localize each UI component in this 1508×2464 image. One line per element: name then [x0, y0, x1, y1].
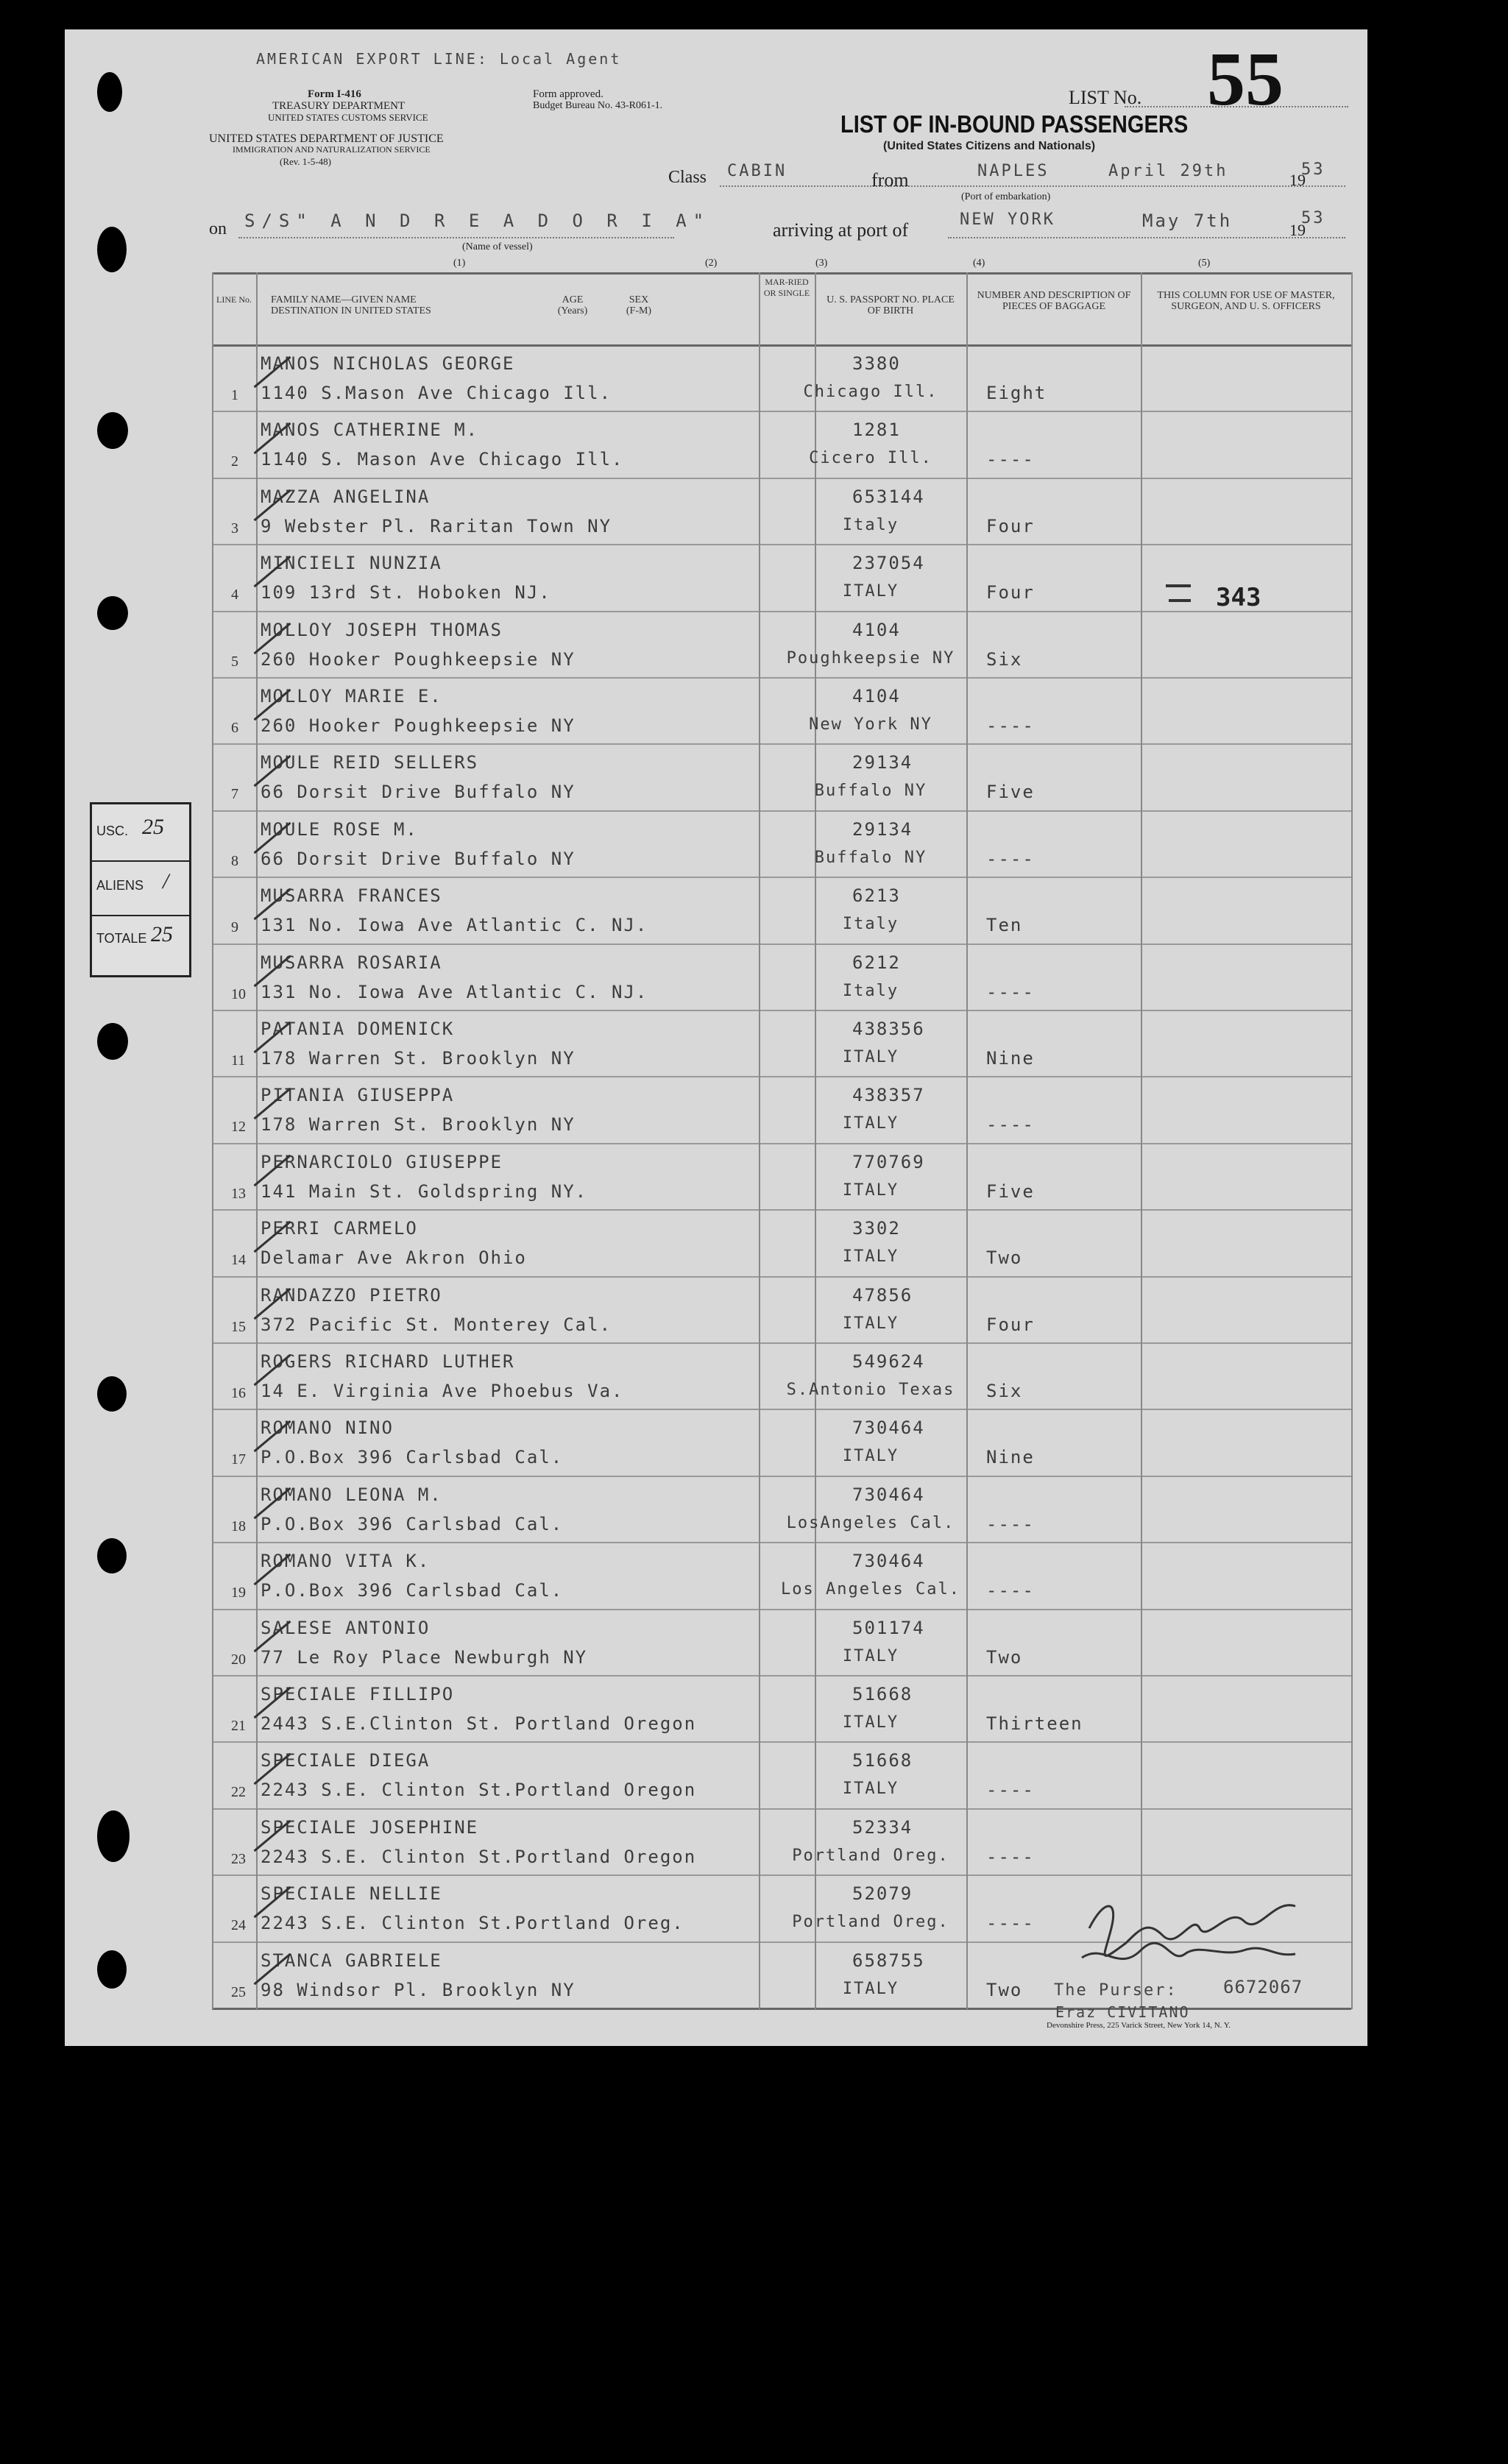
line-number: 2	[231, 453, 238, 470]
arrival-year-prefix: 19	[1289, 221, 1306, 239]
officer-annotation-343: 343	[1216, 583, 1261, 612]
baggage-count: Two	[986, 1247, 1023, 1269]
col-ref-4: (4)	[973, 258, 985, 269]
passenger-name: RANDAZZO PIETRO	[261, 1284, 442, 1306]
line-number: 18	[231, 1518, 246, 1534]
row-divider	[212, 1542, 1351, 1543]
line-number: 3	[231, 520, 238, 537]
baggage-count: ----	[986, 1114, 1035, 1136]
line-number: 5	[231, 653, 238, 670]
row-divider	[212, 810, 1351, 812]
place-of-birth: Portland Oreg.	[792, 1913, 949, 1932]
passenger-name: PITANIA GIUSEPPA	[261, 1085, 455, 1106]
col-ref-1: (1)	[453, 258, 466, 269]
passenger-name: MUSARRA FRANCES	[261, 885, 442, 907]
row-divider	[212, 1342, 1351, 1344]
line-number: 9	[231, 919, 238, 936]
passenger-name: SPECIALE FILLIPO	[261, 1684, 455, 1704]
header-passport: U. S. PASSPORT NO. PLACE OF BIRTH	[826, 294, 955, 316]
baggage-count: Five	[986, 1180, 1035, 1202]
passenger-name: SPECIALE NELLIE	[261, 1883, 442, 1905]
baggage-count: Two	[986, 1979, 1023, 2000]
place-of-birth: Buffalo NY	[814, 848, 927, 867]
departure-date: April 29th	[1108, 162, 1228, 180]
printer-credit: Devonshire Press, 225 Varick Street, New York 14, N. Y.	[1047, 2021, 1231, 2030]
place-of-birth: Cicero Ill.	[809, 449, 932, 468]
passenger-address: 2243 S.E. Clinton St.Portland Oregon	[261, 1846, 697, 1867]
line-number: 1	[231, 387, 238, 403]
departure-year-prefix: 19	[1289, 171, 1306, 189]
row-divider	[212, 1010, 1351, 1011]
passenger-name: ROMANO NINO	[261, 1417, 394, 1439]
passenger-address: 260 Hooker Poughkeepsie NY	[261, 648, 576, 670]
page-title: LIST OF IN-BOUND PASSENGERS	[840, 110, 1189, 138]
on-label: on	[209, 219, 227, 238]
baggage-count: Five	[986, 782, 1035, 803]
passport-number: 1281	[852, 419, 901, 441]
row-divider	[212, 743, 1351, 745]
passenger-address: 2443 S.E.Clinton St. Portland Oregon	[261, 1713, 697, 1734]
arriving-label: arriving at port of	[773, 219, 909, 241]
passenger-name: STANCA GABRIELE	[261, 1950, 442, 1971]
line-number: 10	[231, 985, 246, 1002]
binder-hole	[97, 1810, 130, 1862]
header-officers: THIS COLUMN FOR USE OF MASTER, SURGEON, AND U. S. OFFICERS	[1157, 290, 1335, 312]
place-of-birth: Italy	[842, 981, 899, 1000]
header-sex: SEX (F-M)	[626, 294, 652, 316]
agent-line: AMERICAN EXPORT LINE: Local Agent	[256, 50, 622, 68]
list-no-label: LIST No.	[1069, 87, 1142, 108]
place-of-birth: ITALY	[842, 1180, 899, 1200]
place-of-birth: New York NY	[809, 715, 932, 734]
passport-number: 549624	[852, 1351, 925, 1372]
binder-hole	[97, 72, 122, 112]
passenger-name: MOLLOY JOSEPH THOMAS	[261, 619, 503, 640]
purser-name: Eraz CIVITANO	[1055, 2003, 1190, 2021]
from-value: NAPLES	[977, 162, 1049, 180]
purser-signature	[1075, 1884, 1325, 1980]
place-of-birth: Buffalo NY	[814, 782, 927, 801]
manifest-sheet	[65, 29, 1367, 2046]
line-number: 6	[231, 720, 238, 736]
departure-year: 53	[1301, 160, 1325, 179]
row-divider	[212, 1874, 1351, 1876]
passport-number: 29134	[852, 818, 913, 840]
passenger-address: 66 Dorsit Drive Buffalo NY	[261, 782, 576, 803]
baggage-count: Thirteen	[986, 1713, 1083, 1734]
place-of-birth: S.Antonio Texas	[786, 1381, 955, 1399]
passenger-address: 260 Hooker Poughkeepsie NY	[261, 715, 576, 736]
line-number: 21	[231, 1718, 246, 1734]
place-of-birth: ITALY	[842, 1247, 899, 1267]
row-divider	[212, 1808, 1351, 1810]
stamp-total-label: TOTALE	[96, 931, 147, 946]
form-number: Form I-416	[308, 88, 361, 100]
place-of-birth: ITALY	[842, 1979, 899, 1998]
line-number: 23	[231, 1850, 246, 1867]
passenger-address: 1140 S. Mason Ave Chicago Ill.	[261, 449, 624, 470]
passport-number: 653144	[852, 486, 925, 507]
baggage-count: ----	[986, 1780, 1035, 1801]
baggage-count: Eight	[986, 383, 1047, 403]
passenger-name: ROMANO LEONA M.	[261, 1484, 442, 1505]
passenger-name: ROMANO VITA K.	[261, 1551, 431, 1572]
line-number: 14	[231, 1252, 246, 1269]
binder-hole	[97, 1538, 127, 1573]
passenger-address: P.O.Box 396 Carlsbad Cal.	[261, 1580, 564, 1601]
place-of-birth: ITALY	[842, 1314, 899, 1333]
baggage-count: Ten	[986, 915, 1023, 936]
baggage-count: Four	[986, 582, 1035, 603]
form-approved: Form approved.	[533, 88, 603, 100]
passenger-name: MAZZA ANGELINA	[261, 486, 431, 507]
passenger-address: 9 Webster Pl. Raritan Town NY	[261, 515, 612, 537]
line-number: 4	[231, 587, 238, 603]
passenger-table	[212, 272, 1351, 2009]
place-of-birth: ITALY	[842, 1646, 899, 1665]
passenger-address: 98 Windsor Pl. Brooklyn NY	[261, 1979, 576, 2000]
header-married: MAR-RIED OR SINGLE	[763, 277, 810, 298]
passenger-address: 1140 S.Mason Ave Chicago Ill.	[261, 383, 612, 403]
passenger-name: MOULE ROSE M.	[261, 818, 418, 840]
line-number: 22	[231, 1784, 246, 1801]
revision: (Rev. 1-5-48)	[280, 156, 331, 167]
passenger-address: 14 E. Virginia Ave Phoebus Va.	[261, 1381, 624, 1401]
passport-number: 770769	[852, 1151, 925, 1172]
passenger-name: SALESE ANTONIO	[261, 1617, 431, 1638]
place-of-birth: Italy	[842, 515, 899, 534]
passenger-name: SPECIALE DIEGA	[261, 1750, 431, 1771]
baggage-count: Six	[986, 1381, 1023, 1401]
passport-number: 730464	[852, 1551, 925, 1572]
passenger-name: SPECIALE JOSEPHINE	[261, 1816, 479, 1838]
binder-hole	[97, 596, 128, 630]
baggage-count: Nine	[986, 1048, 1035, 1069]
row-divider	[212, 677, 1351, 679]
passenger-address: 2243 S.E. Clinton St.Portland Oregon	[261, 1780, 697, 1801]
place-of-birth: Los Angeles Cal.	[781, 1580, 960, 1599]
header-line-no: LINE No.	[216, 294, 252, 305]
passenger-address: 178 Warren St. Brooklyn NY	[261, 1048, 576, 1069]
list-number: 55	[1207, 37, 1284, 121]
place-of-birth: ITALY	[842, 1447, 899, 1466]
line-number: 17	[231, 1451, 246, 1468]
passenger-address: 77 Le Roy Place Newburgh NY	[261, 1646, 588, 1668]
stamp-total-value: 25	[151, 922, 173, 946]
row-divider	[212, 1143, 1351, 1144]
baggage-count: ----	[986, 1913, 1035, 1934]
baggage-count: ----	[986, 449, 1035, 470]
binder-hole	[97, 1376, 127, 1412]
header-baggage: NUMBER AND DESCRIPTION OF PIECES OF BAGGAGE	[977, 290, 1131, 312]
passport-number: 237054	[852, 553, 925, 574]
line-number: 25	[231, 1983, 246, 2000]
place-of-birth: ITALY	[842, 1780, 899, 1799]
passenger-address: 372 Pacific St. Monterey Cal.	[261, 1314, 612, 1335]
passenger-name: MINCIELI NUNZIA	[261, 553, 442, 574]
line-number: 16	[231, 1385, 246, 1401]
baggage-count: ----	[986, 981, 1035, 1002]
purser-label: The Purser:	[1054, 1981, 1178, 2000]
passport-number: 438356	[852, 1019, 925, 1039]
passenger-address: 2243 S.E. Clinton St.Portland Oreg.	[261, 1913, 684, 1934]
baggage-count: Six	[986, 648, 1023, 670]
passenger-address: 141 Main St. Goldspring NY.	[261, 1180, 588, 1202]
budget-bureau: Budget Bureau No. 43-R061-1.	[533, 100, 663, 111]
line-number: 12	[231, 1119, 246, 1136]
passport-number: 730464	[852, 1484, 925, 1505]
line-number: 19	[231, 1585, 246, 1601]
signature-number: 6672067	[1223, 1977, 1303, 1997]
row-divider	[212, 1675, 1351, 1677]
line-number: 20	[231, 1651, 246, 1668]
treasury-department: TREASURY DEPARTMENT	[272, 100, 406, 112]
annotation-dashes	[1169, 599, 1191, 602]
passenger-name: MOULE REID SELLERS	[261, 752, 479, 773]
passport-number: 51668	[852, 1750, 913, 1771]
baggage-count: ----	[986, 715, 1035, 736]
baggage-count: ----	[986, 848, 1035, 869]
vessel-name: S/S" A N D R E A D O R I A"	[244, 210, 711, 231]
passenger-address: P.O.Box 396 Carlsbad Cal.	[261, 1513, 564, 1534]
passenger-address: 109 13rd St. Hoboken NJ.	[261, 582, 551, 603]
passenger-address: 66 Dorsit Drive Buffalo NY	[261, 848, 576, 869]
place-of-birth: Chicago Ill.	[803, 383, 938, 401]
passport-number: 51668	[852, 1684, 913, 1704]
passport-number: 52079	[852, 1883, 913, 1905]
stamp-usc-label: USC.	[96, 824, 129, 838]
header-age: AGE (Years)	[557, 294, 588, 316]
place-of-birth: ITALY	[842, 1048, 899, 1066]
passenger-name: PATANIA DOMENICK	[261, 1019, 455, 1039]
stamp-aliens-label: ALIENS	[96, 878, 144, 893]
passport-number: 29134	[852, 752, 913, 773]
baggage-count: ----	[986, 1580, 1035, 1601]
passenger-address: P.O.Box 396 Carlsbad Cal.	[261, 1447, 564, 1468]
passport-number: 3302	[852, 1218, 901, 1239]
stamp-usc-value: 25	[142, 815, 164, 839]
passport-number: 730464	[852, 1417, 925, 1439]
row-divider	[212, 1409, 1351, 1410]
justice-department: UNITED STATES DEPARTMENT OF JUSTICE	[209, 132, 444, 145]
annotation-dashes	[1166, 584, 1191, 587]
row-divider	[212, 544, 1351, 545]
citizen-count-stamp	[90, 802, 191, 977]
line-number: 7	[231, 786, 238, 803]
passenger-name: ROGERS RICHARD LUTHER	[261, 1351, 515, 1372]
passenger-name: MOLLOY MARIE E.	[261, 686, 442, 707]
line-number: 8	[231, 852, 238, 869]
row-divider	[212, 1076, 1351, 1077]
passport-number: 438357	[852, 1085, 925, 1106]
place-of-birth: ITALY	[842, 1114, 899, 1133]
passport-number: 4104	[852, 686, 901, 707]
arrival-port: NEW YORK	[960, 210, 1055, 229]
passport-number: 3380	[852, 353, 901, 374]
arrival-date: May 7th	[1142, 210, 1233, 231]
header-name: FAMILY NAME—GIVEN NAME DESTINATION IN UNITED STATES	[271, 294, 431, 316]
passenger-address: 131 No. Iowa Ave Atlantic C. NJ.	[261, 915, 648, 936]
row-divider	[212, 1741, 1351, 1743]
row-divider	[212, 944, 1351, 945]
binder-hole	[97, 1950, 127, 1989]
row-divider	[212, 411, 1351, 412]
line-number: 24	[231, 1917, 246, 1934]
place-of-birth: ITALY	[842, 582, 899, 601]
passenger-name: PERRI CARMELO	[261, 1218, 418, 1239]
arrival-year: 53	[1301, 209, 1325, 227]
place-of-birth: Portland Oreg.	[792, 1846, 949, 1865]
stamp-aliens-value: /	[163, 869, 169, 893]
col-ref-2: (2)	[705, 258, 718, 269]
line-number: 15	[231, 1318, 246, 1335]
baggage-count: Four	[986, 515, 1035, 537]
baggage-count: Nine	[986, 1447, 1035, 1468]
passport-number: 6213	[852, 885, 901, 907]
binder-hole	[97, 1023, 128, 1060]
passport-number: 52334	[852, 1816, 913, 1838]
passport-number: 6212	[852, 952, 901, 973]
page-subtitle: (United States Citizens and Nationals)	[883, 140, 1096, 152]
from-label: from	[871, 169, 909, 191]
customs-service: UNITED STATES CUSTOMS SERVICE	[268, 112, 428, 123]
passenger-name: MANOS NICHOLAS GEORGE	[261, 353, 515, 374]
binder-hole	[97, 227, 127, 272]
baggage-count: Two	[986, 1646, 1023, 1668]
passport-number: 47856	[852, 1284, 913, 1306]
passport-number: 658755	[852, 1950, 925, 1971]
passenger-address: Delamar Ave Akron Ohio	[261, 1247, 527, 1269]
passenger-address: 178 Warren St. Brooklyn NY	[261, 1114, 576, 1136]
row-divider	[212, 478, 1351, 479]
baggage-count: Four	[986, 1314, 1035, 1335]
row-divider	[212, 1209, 1351, 1211]
passport-number: 4104	[852, 619, 901, 640]
class-value: CABIN	[727, 162, 787, 180]
col-ref-3: (3)	[815, 258, 828, 269]
port-embarkation-label: (Port of embarkation)	[961, 191, 1051, 202]
row-divider	[212, 1276, 1351, 1278]
baggage-count: ----	[986, 1846, 1035, 1867]
place-of-birth: LosAngeles Cal.	[786, 1513, 955, 1532]
row-divider	[212, 1609, 1351, 1610]
place-of-birth: Italy	[842, 915, 899, 934]
immigration-service: IMMIGRATION AND NATURALIZATION SERVICE	[233, 144, 431, 155]
place-of-birth: Poughkeepsie NY	[786, 648, 955, 668]
row-divider	[212, 877, 1351, 878]
passport-number: 501174	[852, 1617, 925, 1638]
passenger-name: MANOS CATHERINE M.	[261, 419, 479, 441]
line-number: 13	[231, 1185, 246, 1202]
row-divider	[212, 1476, 1351, 1477]
passenger-address: 131 No. Iowa Ave Atlantic C. NJ.	[261, 981, 648, 1002]
baggage-count: ----	[986, 1513, 1035, 1534]
class-label: Class	[668, 168, 707, 187]
passenger-name: MUSARRA ROSARIA	[261, 952, 442, 973]
vessel-label: (Name of vessel)	[462, 241, 533, 252]
line-number: 11	[231, 1052, 246, 1069]
binder-hole	[97, 412, 128, 449]
passenger-name: PERNARCIOLO GIUSEPPE	[261, 1151, 503, 1172]
col-ref-5: (5)	[1198, 258, 1211, 269]
row-divider	[212, 611, 1351, 612]
place-of-birth: ITALY	[842, 1713, 899, 1732]
